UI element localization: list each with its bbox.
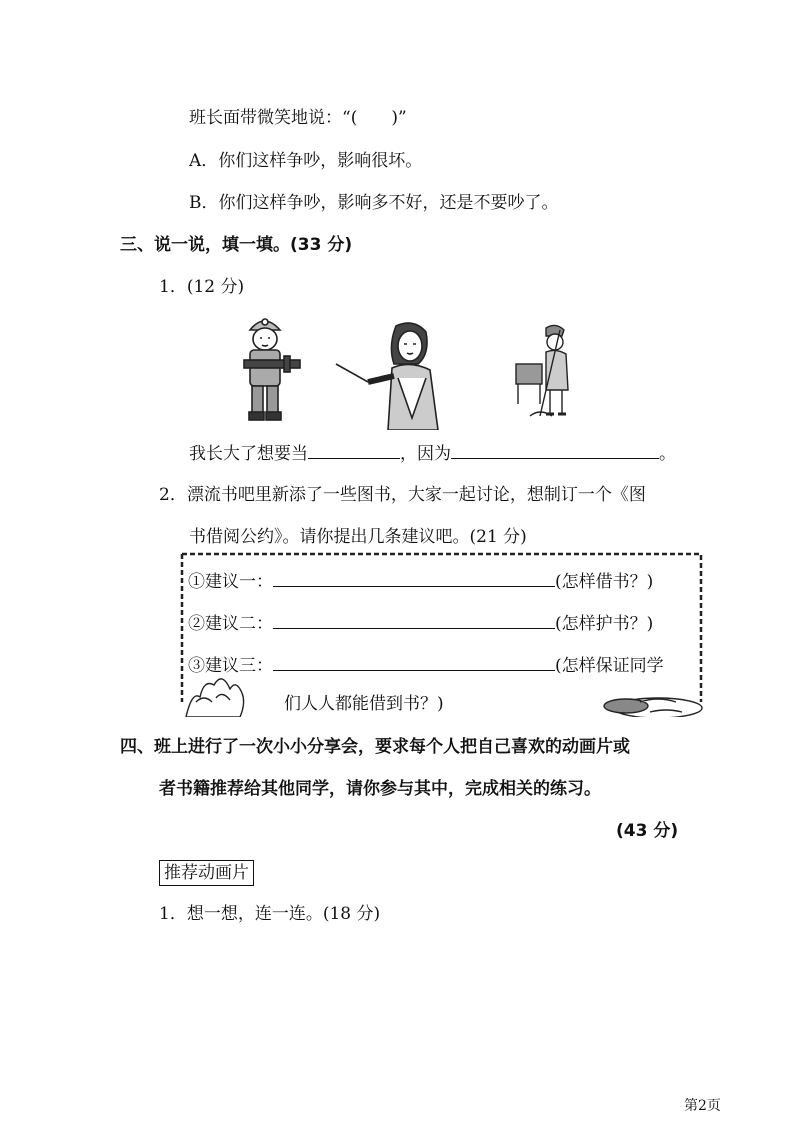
reason-blank[interactable] — [451, 440, 659, 459]
q2-line-2: 书借阅公约》。请你提出几条建议吧。(21 分) — [189, 527, 527, 547]
job-blank[interactable] — [308, 440, 400, 459]
suggestion-3-label: ③建议三： — [188, 656, 273, 676]
section4-title-1: 四、班上进行了一次小小分享会，要求每个人把自己喜欢的动画片或 — [120, 737, 630, 757]
section4-score: (43 分) — [616, 821, 679, 841]
suggestion-1-hint: (怎样借书？) — [555, 572, 654, 592]
q2-line-1: 2．漂流书吧里新添了一些图书，大家一起讨论，想制订一个《图 — [159, 485, 646, 505]
q1-text-c: 。 — [659, 444, 676, 464]
option-a: A．你们这样争吵，影响很坏。 — [189, 151, 423, 171]
q1-answer-line — [189, 440, 676, 466]
suggestion-1 — [188, 568, 653, 594]
q1-label: 1．(12 分) — [159, 277, 245, 297]
sweeper-illustration — [512, 320, 578, 426]
suggestion-2-blank[interactable] — [273, 610, 555, 629]
suggestion-3-hint-cont: 们人人都能借到书？) — [284, 694, 444, 714]
suggestion-2 — [188, 610, 653, 636]
recommend-cartoon-tag: 推荐动画片 — [159, 860, 254, 886]
teacher-illustration — [334, 318, 446, 430]
section3-title: 三、说一说，填一填。(33 分) — [120, 235, 353, 255]
suggestion-3-blank[interactable] — [273, 652, 555, 671]
option-b: B．你们这样争吵，影响多不好，还是不要吵了。 — [189, 193, 559, 213]
suggestion-2-label: ②建议二： — [188, 614, 273, 634]
q1-text-a: 我长大了想要当 — [189, 444, 308, 464]
suggestion-3-hint: (怎样保证同学 — [555, 656, 664, 676]
suggestion-3 — [188, 652, 664, 678]
section4-title-2: 者书籍推荐给其他同学，请你参与其中，完成相关的练习。 — [159, 779, 601, 799]
section4-q1: 1．想一想，连一连。(18 分) — [159, 904, 381, 924]
suggestion-1-label: ①建议一： — [188, 572, 273, 592]
suggestion-1-blank[interactable] — [273, 568, 555, 587]
prompt-line: 班长面带微笑地说：“( )” — [189, 108, 407, 128]
page-number: 第2页 — [684, 1098, 721, 1114]
suggestion-2-hint: (怎样护书？) — [555, 614, 654, 634]
soldier-illustration — [228, 308, 304, 428]
q1-text-b: ，因为 — [400, 444, 451, 464]
